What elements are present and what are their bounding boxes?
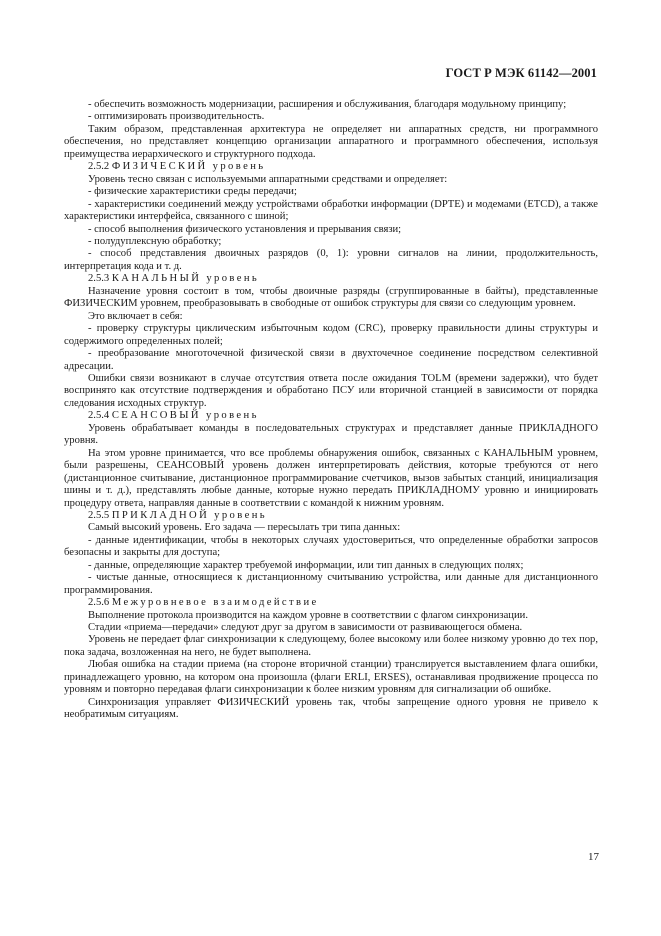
body-paragraph: - способ выполнения физического установления и прерывания связи;	[88, 223, 402, 235]
section-heading	[64, 161, 598, 173]
body-paragraph: Таким образом, представленная архитектура не определяет ни аппаратных средств, ни программного обеспечения, но представляет концепцию организации аппаратного и программного обеспечения, используя преимущества иерархического и структурного подхода.	[64, 123, 598, 160]
body-paragraph: На этом уровне принимается, что все проблемы обнаружения ошибок, связанных с КАНАЛЬНЫМ уровнем, были разрешены, СЕАНСОВЫЙ уровень должен интерпретировать действия, которые требуются от него (дистанционное считывание, дистанционное программирование счетчиков, вызов забытых станций, инициализация шины и т. д.), представлять любые данные, которые нужно передать ПРИКЛАДНОМУ уровню и инициировать процедуру ответа, направляя данные в соответствии с командой к нижним уровням.	[64, 447, 598, 509]
body-paragraph: - физические характеристики среды передачи;	[88, 186, 297, 198]
section-title: ПРИКЛАДНОЙ уровень	[111, 509, 267, 521]
section-title: ФИЗИЧЕСКИЙ уровень	[111, 161, 266, 173]
document-body	[64, 99, 598, 722]
section-title: Межуровневое взаимодействие	[111, 597, 319, 609]
body-paragraph: - способ представления двоичных разрядов (0, 1): уровни сигналов на линии, продолжительность, интерпретация кода и т. д.	[64, 248, 598, 272]
body-paragraph: Синхронизация управляет ФИЗИЧЕСКИЙ уровень так, чтобы запрещение одного уровня не привело к необратимым ситуациям.	[64, 696, 598, 721]
body-paragraph: - данные, определяющие характер требуемой информации, или тип данных в следующих полях;	[88, 559, 524, 571]
body-paragraph: Это включает в себя:	[88, 310, 183, 322]
body-paragraph: - преобразование многоточечной физической связи в двухточечное соединение посредством селективной адресации.	[64, 348, 598, 372]
section-number: 2.5.3	[88, 273, 110, 285]
body-paragraph: Уровень обрабатывает команды в последовательных структурах и представляет данные ПРИКЛАДНОГО уровня.	[64, 422, 598, 447]
body-paragraph: Выполнение протокола производится на каждом уровне в соответствии с флагом синхронизации.	[88, 609, 528, 621]
section-number: 2.5.2	[88, 161, 110, 173]
body-paragraph: - характеристики соединений между устройствами обработки информации (DPTE) и модемами (ETCD), а также характеристики интерфейса, связанного с шиной;	[64, 198, 598, 223]
section-heading	[64, 510, 598, 522]
body-paragraph: - обеспечить возможность модернизации, расширения и обслуживания, благодаря модульному принципу;	[88, 99, 567, 110]
section-heading	[64, 273, 598, 285]
body-paragraph: - полудуплексную обработку;	[88, 235, 222, 247]
document-header: ГОСТ Р МЭК 61142—2001	[445, 66, 597, 80]
body-paragraph: - оптимизировать производительность.	[88, 111, 265, 123]
body-paragraph: Самый высокий уровень. Его задача — пересылать три типа данных:	[88, 522, 401, 534]
body-paragraph: - чистые данные, относящиеся к дистанционному считыванию устройства, или данные для дистанционного программирования.	[64, 572, 598, 596]
body-paragraph: Ошибки связи возникают в случае отсутствия ответа после ожидания TOLM (времени задержки), что будет воспринято как отсутствие подтверждения и обработано ПСУ или вторичной станцией в зависимости от порядка следования исходных структур.	[64, 372, 598, 409]
body-paragraph: Уровень тесно связан с используемыми аппаратными средствами и определяет:	[88, 173, 448, 185]
section-number: 2.5.5	[88, 509, 110, 521]
body-paragraph: Уровень не передает флаг синхронизации к следующему, более высокому или более низкому уровню до тех пор, пока задача, возложенная на него, не будет выполнена.	[64, 634, 598, 658]
page-number: 17	[588, 851, 599, 863]
section-title: СЕАНСОВЫЙ уровень	[111, 410, 259, 422]
body-paragraph: - данные идентификации, чтобы в некоторых случаях удостовериться, что определенные обработки запросов безопасны и закрыты для доступа;	[64, 534, 598, 559]
body-paragraph: Назначение уровня состоит в том, чтобы двоичные разряды (сгруппированные в байты), представленные ФИЗИЧЕСКИМ уровнем, преобразовывать в свободные от ошибок структуры для связи со следующим уровнем.	[64, 285, 598, 310]
body-paragraph: - проверку структуры циклическим избыточным кодом (CRC), проверку правильности длины структуры и содержимого определенных полей;	[64, 323, 598, 347]
section-number: 2.5.6	[88, 597, 110, 609]
section-heading	[64, 410, 598, 422]
body-paragraph: Стадии «приема—передачи» следуют друг за другом в зависимости от развивающегося обмена.	[88, 622, 523, 634]
section-title: КАНАЛЬНЫЙ уровень	[111, 273, 260, 285]
section-number: 2.5.4	[88, 410, 110, 422]
body-paragraph: Любая ошибка на стадии приема (на стороне вторичной станции) транслируется выставлением флага ошибки, принадлежащего уровню, на котором она произошла (флаги ERLI, ERSES), останавливая продвижение процесса по уровням и повторно передавая флаги синхронизации к более низким уровням для сигнализации об ошибке.	[64, 659, 598, 696]
section-heading	[64, 597, 598, 609]
